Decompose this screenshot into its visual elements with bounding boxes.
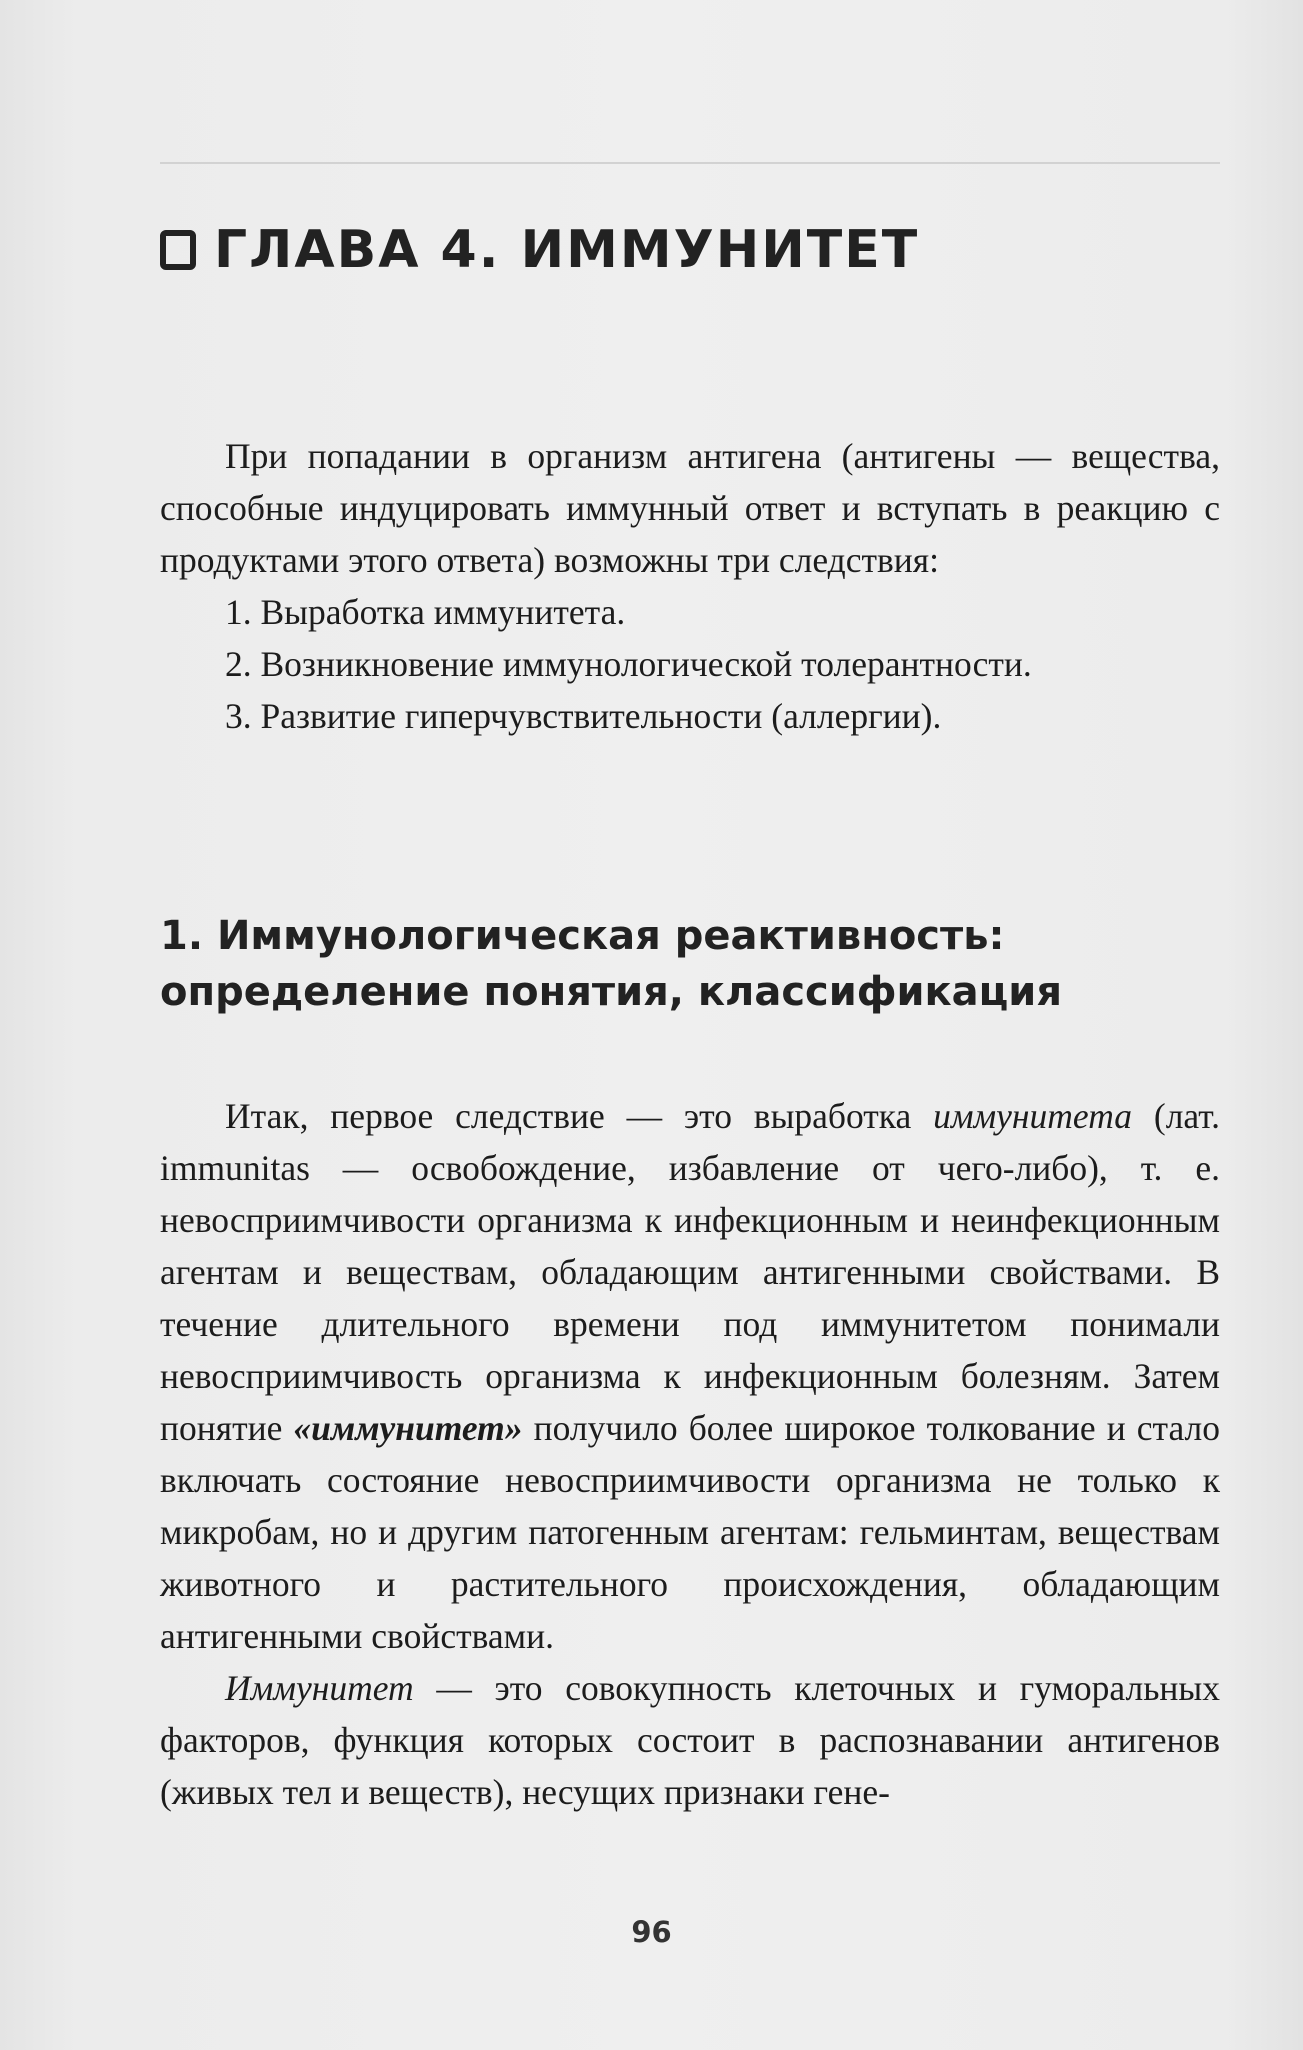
emphasized-term: «иммунитет» xyxy=(293,1408,523,1448)
list-item: 2. Возникновение иммунологической толерантности. xyxy=(225,644,1032,684)
consequences-list xyxy=(160,586,1220,742)
text-run: (лат. immunitas — освобождение, избавление от чего-либо), т. е. невосприимчивости организма к инфекционным и неинфекционным агентам и веществам, обладающим антигенными свойствами. В течение длительного времени под иммунитетом понимали невосприимчивость организма к инфекционным болезням. Затем понятие xyxy=(160,1096,1220,1448)
section-title: 1. Иммунологическая реактивность: определение понятия, классификация xyxy=(160,913,1063,1015)
section-body xyxy=(160,1090,1220,1818)
square-marker-icon xyxy=(160,230,196,270)
intro-block xyxy=(160,430,1220,742)
chapter-title-text: ГЛАВА 4. ИММУНИТЕТ xyxy=(214,220,920,280)
bleed-through-rule xyxy=(160,162,1220,164)
intro-paragraph: При попадании в организм антигена (антигены — вещества, способные индуцировать иммунный ответ и вступать в реакцию с продуктами этого ответа) возможны три следствия: xyxy=(160,436,1220,580)
immunity-factors-paragraph xyxy=(160,1662,1220,1818)
list-item: 1. Выработка иммунитета. xyxy=(225,592,626,632)
immunity-definition-paragraph xyxy=(160,1090,1220,1662)
page-number: 96 xyxy=(631,1915,672,1949)
emphasized-term: иммунитета xyxy=(933,1096,1133,1136)
chapter-title xyxy=(160,220,919,280)
list-item: 3. Развитие гиперчувствительности (аллергии). xyxy=(225,696,942,736)
emphasized-term: Иммунитет xyxy=(225,1668,414,1708)
text-run: — это совокупность клеточных и гуморальных факторов, функция которых состоит в распознавании антигенов (живых тел и веществ), несущих признаки гене- xyxy=(160,1668,1220,1812)
text-run: Итак, первое следствие — это выработка xyxy=(225,1096,934,1136)
text-run: получило более широкое толкование и стало включать состояние невосприимчивости организма не только к микробам, но и другим патогенным агентам: гельминтам, веществам животного и растительного происхождения, обладающим антигенными свойствами. xyxy=(160,1408,1220,1656)
